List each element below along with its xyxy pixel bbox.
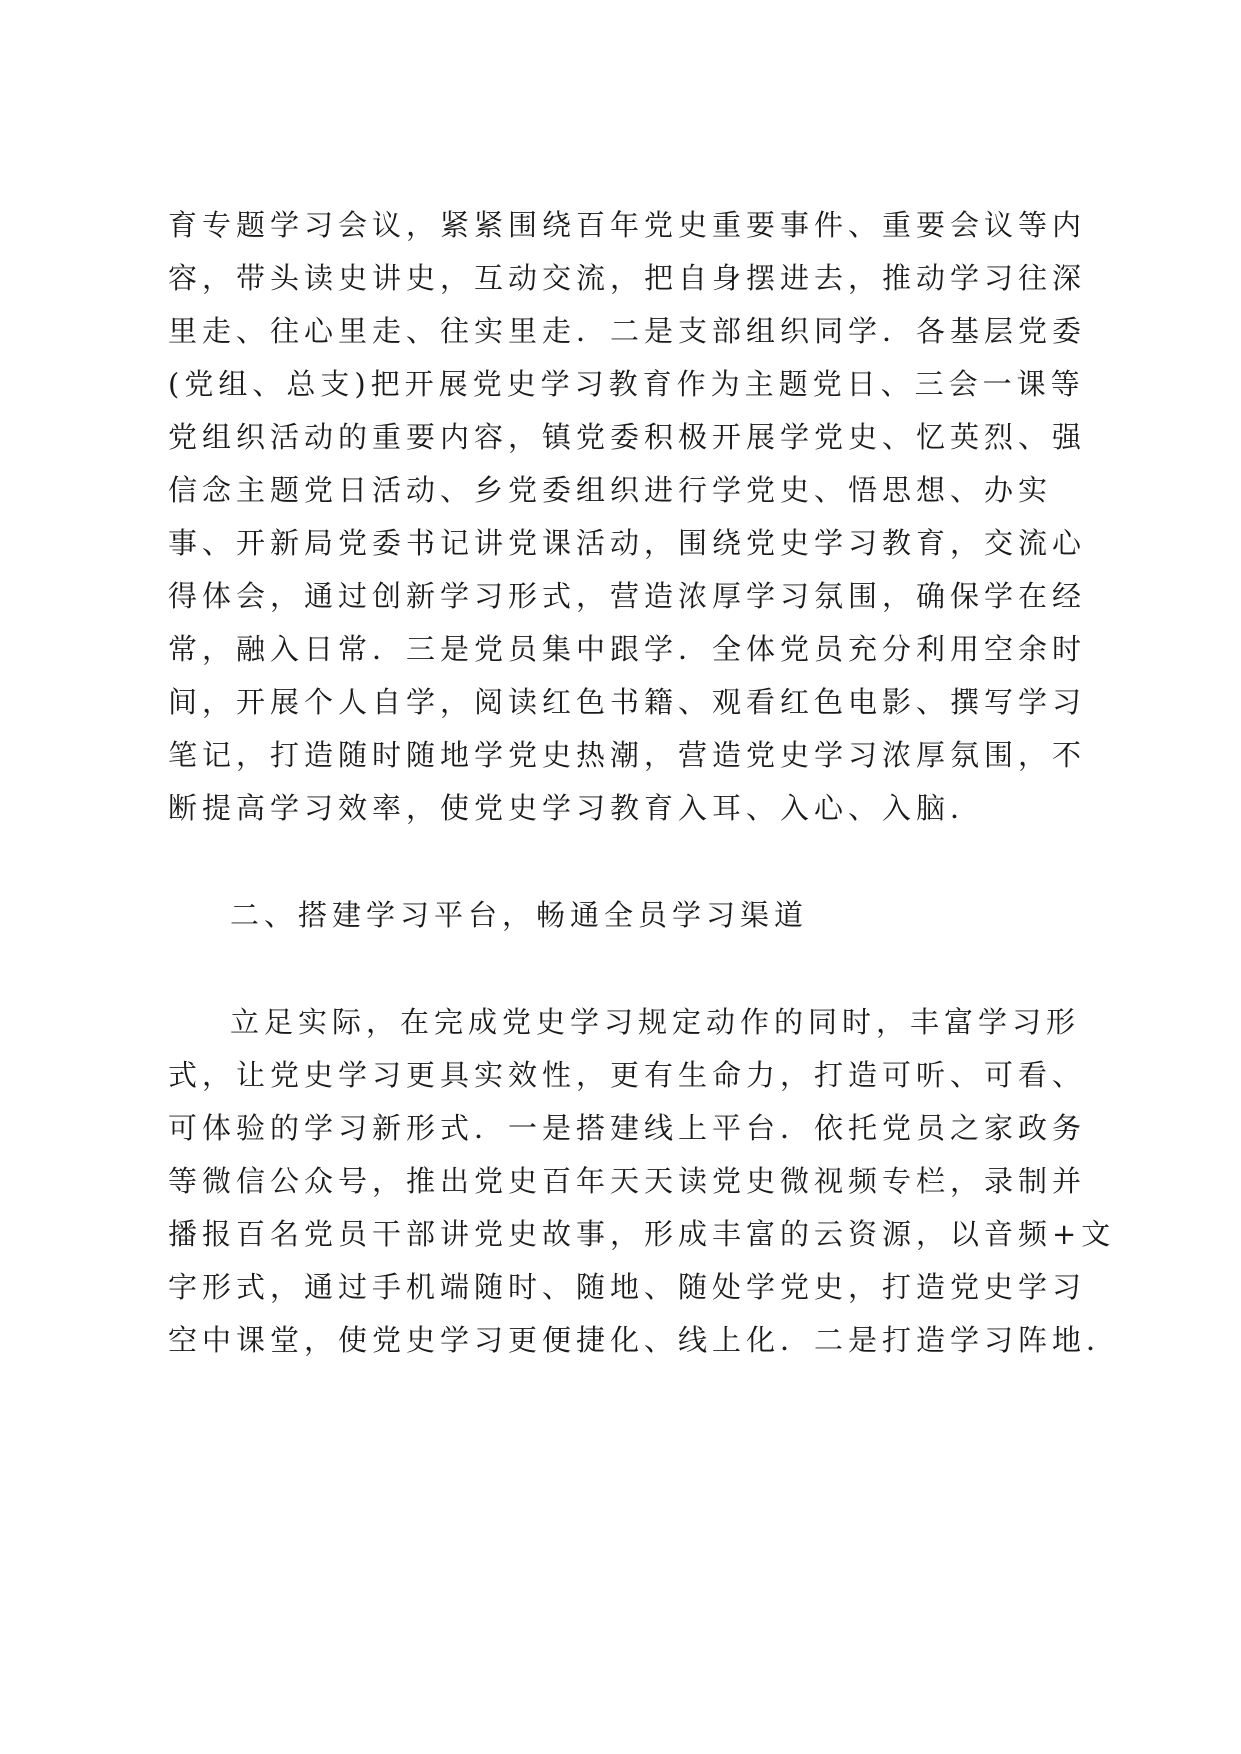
para2-line-6: 字形式，通过手机端随时、随地、随处学党史，打造党史学习 [168,1270,1087,1304]
para1-line-7: 事、开新局党委书记讲党课活动，围绕党史学习教育，交流心 [168,526,1087,560]
para1-line-8: 得体会，通过创新学习形式，营造浓厚学习氛围，确保学在经 [168,579,1087,613]
para1-line-2: 容，带头读史讲史，互动交流，把自身摆进去，推动学习往深 [168,261,1087,295]
section-heading-2: 二、搭建学习平台，畅通全员学习渠道 [230,898,809,932]
para1-line-5: 党组织活动的重要内容，镇党委积极开展学党史、忆英烈、强 [168,420,1087,454]
para1-line-6: 信念主题党日活动、乡党委组织进行学党史、悟思想、办实 [168,473,1053,507]
para2-line-1: 立足实际，在完成党史学习规定动作的同时，丰富学习形 [230,1005,1081,1039]
para2-line-4: 等微信公众号，推出党史百年天天读党史微视频专栏，录制并 [168,1164,1087,1198]
para1-line-11: 笔记，打造随时随地学党史热潮，营造党史学习浓厚氛围，不 [168,738,1087,772]
para1-line-12: 断提高学习效率，使党史学习教育入耳、入心、入脑． [168,791,985,825]
para1-line-9: 常，融入日常．三是党员集中跟学．全体党员充分利用空余时 [168,632,1087,666]
para2-line-5: 播报百名党员干部讲党史故事，形成丰富的云资源，以音频+文 [168,1217,1116,1251]
para2-line-3: 可体验的学习新形式．一是搭建线上平台．依托党员之家政务 [168,1111,1087,1145]
para1-line-1: 育专题学习会议，紧紧围绕百年党史重要事件、重要会议等内 [168,208,1087,242]
para1-line-3: 里走、往心里走、往实里走．二是支部组织同学．各基层党委 [168,314,1087,348]
para2-line-2: 式，让党史学习更具实效性，更有生命力，打造可听、可看、 [168,1058,1087,1092]
para1-line-10: 间，开展个人自学，阅读红色书籍、观看红色电影、撰写学习 [168,685,1087,719]
para2-line-7: 空中课堂，使党史学习更便捷化、线上化．二是打造学习阵地． [168,1323,1121,1357]
para1-line-4: (党组、总支)把开展党史学习教育作为主题党日、三会一课等 [168,367,1085,401]
